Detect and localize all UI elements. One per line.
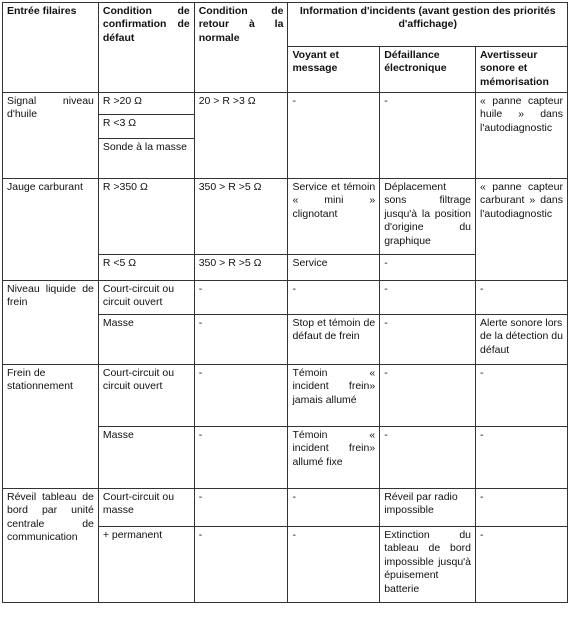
row-jauge-defaillance-1: Déplacement sons filtrage jusqu'à la position d'origine du graphique [380, 179, 476, 255]
row-liquide-condition-2: Masse [98, 315, 194, 365]
row-huile-entree: Signal niveau d'huile [3, 93, 99, 179]
row-huile-retour: 20 > R >3 Ω [194, 93, 288, 179]
row-jauge-condition-1: R >350 Ω [98, 179, 194, 255]
row-huile-defaillance: - [380, 93, 476, 179]
row-jauge-entree: Jauge carburant [3, 179, 99, 281]
header-avertisseur: Avertisseur sonore et mémorisation [476, 47, 568, 93]
row-huile-condition-2: R <3 Ω [98, 115, 194, 139]
row-liquide-defaillance-2: - [380, 315, 476, 365]
row-jauge-retour-2: 350 > R >5 Ω [194, 255, 288, 281]
row-jauge-voyant-2: Service [288, 255, 380, 281]
row-reveil-avertisseur-2: - [476, 527, 568, 603]
row-liquide-condition-1: Court-circuit ou circuit ouvert [98, 281, 194, 315]
header-information: Information d'incidents (avant gestion des priorités d'affichage) [288, 3, 568, 47]
row-jauge-defaillance-2: - [380, 255, 476, 281]
row-stationnement-retour-1: - [194, 365, 288, 427]
row-reveil-voyant-2: - [288, 527, 380, 603]
row-reveil-defaillance-2: Extinction du tableau de bord impossible jusqu'à épuisement batterie [380, 527, 476, 603]
row-huile-condition-1: R >20 Ω [98, 93, 194, 115]
row-stationnement-voyant-2: Témoin « incident frein» allumé fixe [288, 427, 380, 489]
row-jauge-retour-1: 350 > R >5 Ω [194, 179, 288, 255]
header-entree: Entrée filaires [3, 3, 99, 93]
row-stationnement-condition-2: Masse [98, 427, 194, 489]
header-defaillance: Défaillance électronique [380, 47, 476, 93]
row-liquide-retour-2: - [194, 315, 288, 365]
row-reveil-retour-2: - [194, 527, 288, 603]
row-liquide-voyant-2: Stop et témoin de défaut de frein [288, 315, 380, 365]
row-jauge-condition-2: R <5 Ω [98, 255, 194, 281]
header-retour: Condition de retour à la normale [194, 3, 288, 93]
row-stationnement-defaillance-2: - [380, 427, 476, 489]
row-stationnement-condition-1: Court-circuit ou circuit ouvert [98, 365, 194, 427]
header-confirmation: Condition de confirmation de défaut [98, 3, 194, 93]
row-stationnement-entree: Frein de stationnement [3, 365, 99, 489]
row-liquide-avertisseur-2: Alerte sonore lors de la détection du défaut [476, 315, 568, 365]
row-reveil-defaillance-1: Réveil par radio impossible [380, 489, 476, 527]
row-liquide-avertisseur-1: - [476, 281, 568, 315]
row-liquide-retour-1: - [194, 281, 288, 315]
row-huile-avertisseur: « panne capteur huile » dans l'autodiagnostic [476, 93, 568, 179]
row-huile-voyant: - [288, 93, 380, 179]
row-reveil-avertisseur-1: - [476, 489, 568, 527]
row-liquide-voyant-1: - [288, 281, 380, 315]
incident-table [2, 2, 568, 603]
header-voyant: Voyant et message [288, 47, 380, 93]
row-stationnement-retour-2: - [194, 427, 288, 489]
row-jauge-avertisseur: « panne capteur carburant » dans l'autodiagnostic [476, 179, 568, 281]
row-liquide-defaillance-1: - [380, 281, 476, 315]
row-reveil-retour-1: - [194, 489, 288, 527]
row-jauge-voyant-1: Service et témoin « mini » clignotant [288, 179, 380, 255]
row-liquide-entree: Niveau liquide de frein [3, 281, 99, 365]
row-reveil-voyant-1: - [288, 489, 380, 527]
row-stationnement-avertisseur-1: - [476, 365, 568, 427]
row-reveil-condition-1: Court-circuit ou masse [98, 489, 194, 527]
row-stationnement-voyant-1: Témoin « incident frein» jamais allumé [288, 365, 380, 427]
row-stationnement-avertisseur-2: - [476, 427, 568, 489]
row-reveil-entree: Réveil tableau de bord par unité centrale de communication [3, 489, 99, 603]
row-reveil-condition-2: + permanent [98, 527, 194, 603]
row-huile-condition-3: Sonde à la masse [98, 139, 194, 179]
row-stationnement-defaillance-1: - [380, 365, 476, 427]
